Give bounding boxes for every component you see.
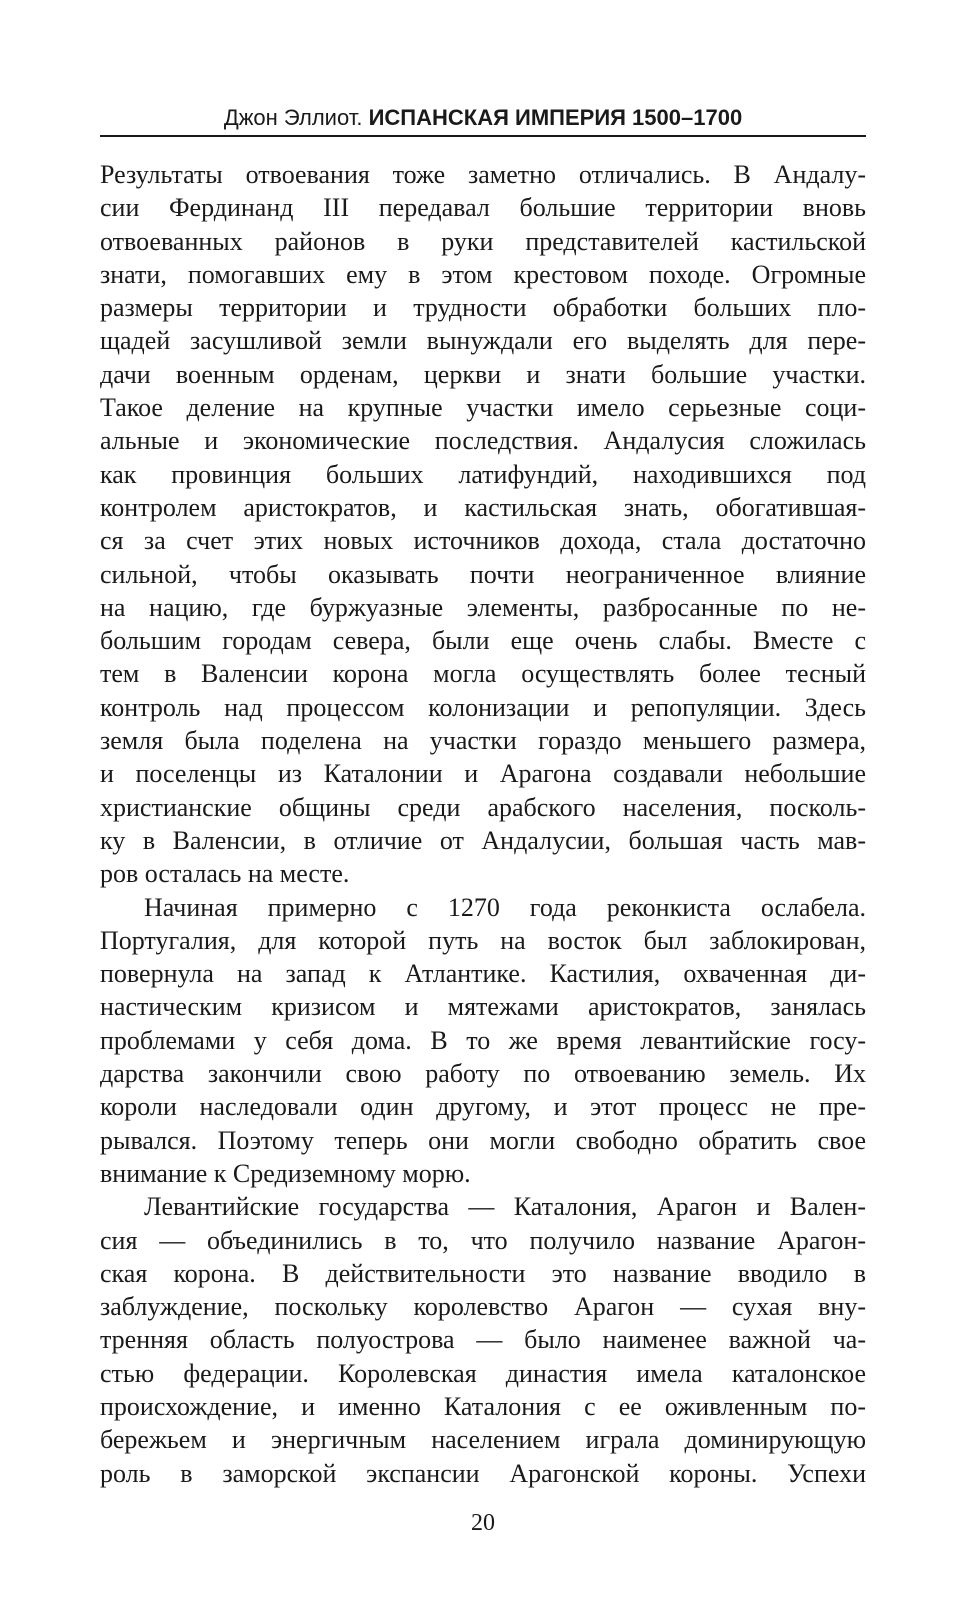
text-line: бережьем и энергичным населением играла доминирующую: [100, 1425, 866, 1455]
text-line: Такое деление на крупные участки имело серьезные соци-: [100, 393, 866, 423]
text-line: роль в заморской экспансии Арагонской короны. Успехи: [100, 1458, 866, 1488]
text-line: контроль над процессом колонизации и репопуляции. Здесь: [100, 692, 866, 722]
text-line: как провинция больших латифундий, находившихся под: [100, 459, 866, 489]
text-line: тренняя область полуострова — было наименее важной ча-: [100, 1325, 866, 1355]
body-text: [100, 158, 866, 1490]
text-line: стью федерации. Королевская династия имела каталонское: [100, 1358, 866, 1388]
text-line: ская корона. В действительности это название вводило в: [100, 1258, 866, 1288]
text-line: повернула на запад к Атлантике. Кастилия, охваченная ди-: [100, 959, 866, 989]
text-line: короли наследовали один другому, и этот процесс не пре-: [100, 1092, 866, 1122]
text-line: размеры территории и трудности обработки больших пло-: [100, 293, 866, 323]
page-number: 20: [471, 1510, 495, 1536]
text-line: сии Фердинанд III передавал большие территории вновь: [100, 193, 866, 223]
text-line: происхождение, и именно Каталония с ее оживленным по-: [100, 1391, 866, 1421]
text-line: Результаты отвоевания тоже заметно отличались. В Андалу-: [100, 160, 866, 189]
text-line: заблуждение, поскольку королевство Арагон — сухая вну-: [100, 1292, 866, 1322]
text-line: внимание к Средиземному морю.: [100, 1158, 471, 1188]
text-line: альные и экономические последствия. Андалусия сложилась: [100, 426, 866, 456]
text-line: отвоеванных районов в руки представителей кастильской: [100, 226, 866, 256]
running-head: [100, 104, 866, 132]
text-line: ров осталась на месте.: [100, 859, 350, 889]
text-line: большим городам севера, были еще очень слабы. Вместе с: [100, 626, 866, 656]
text-line: ся за счет этих новых источников дохода, стала достаточно: [100, 526, 866, 556]
text-line: сия — объединились в то, что получило название Арагон-: [100, 1225, 866, 1255]
text-line: христианские общины среди арабского населения, посколь-: [100, 792, 866, 822]
header-title: ИСПАНСКАЯ ИМПЕРИЯ 1500–1700: [368, 105, 743, 130]
text-line: тем в Валенсии корона могла осуществлять более тесный: [100, 659, 866, 689]
text-line: Начиная примерно с 1270 года реконкиста ослабела.: [144, 892, 866, 922]
paragraph: [100, 891, 866, 1191]
text-line: дарства закончили свою работу по отвоеванию земель. Их: [100, 1059, 866, 1089]
paragraph: [100, 1190, 866, 1490]
header-rule: [100, 135, 866, 137]
text-line: дачи военным орденам, церкви и знати большие участки.: [100, 359, 866, 389]
text-line: Португалия, для которой путь на восток был заблокирован,: [100, 925, 866, 955]
header-author: Джон Эллиот.: [223, 105, 363, 130]
text-line: настическим кризисом и мятежами аристократов, занялась: [100, 992, 866, 1022]
paragraph: [100, 158, 866, 891]
text-line: сильной, чтобы оказывать почти неограниченное влияние: [100, 559, 866, 589]
text-line: контролем аристократов, и кастильская знать, обогатившая-: [100, 492, 866, 522]
text-line: Левантийские государства — Каталония, Арагон и Вален-: [144, 1192, 866, 1222]
text-line: ку в Валенсии, в отличие от Андалусии, большая часть мав-: [100, 825, 866, 855]
text-line: земля была поделена на участки гораздо меньшего размера,: [100, 726, 866, 756]
text-line: щадей засушливой земли вынуждали его выделять для пере-: [100, 326, 866, 356]
text-line: знати, помогавших ему в этом крестовом походе. Огромные: [100, 259, 866, 289]
text-line: на нацию, где буржуазные элементы, разбросанные по не-: [100, 592, 866, 622]
text-line: рывался. Поэтому теперь они могли свободно обратить свое: [100, 1125, 866, 1155]
text-line: проблемами у себя дома. В то же время левантийские госу-: [100, 1025, 866, 1055]
text-line: и поселенцы из Каталонии и Арагона создавали небольшие: [100, 759, 866, 789]
